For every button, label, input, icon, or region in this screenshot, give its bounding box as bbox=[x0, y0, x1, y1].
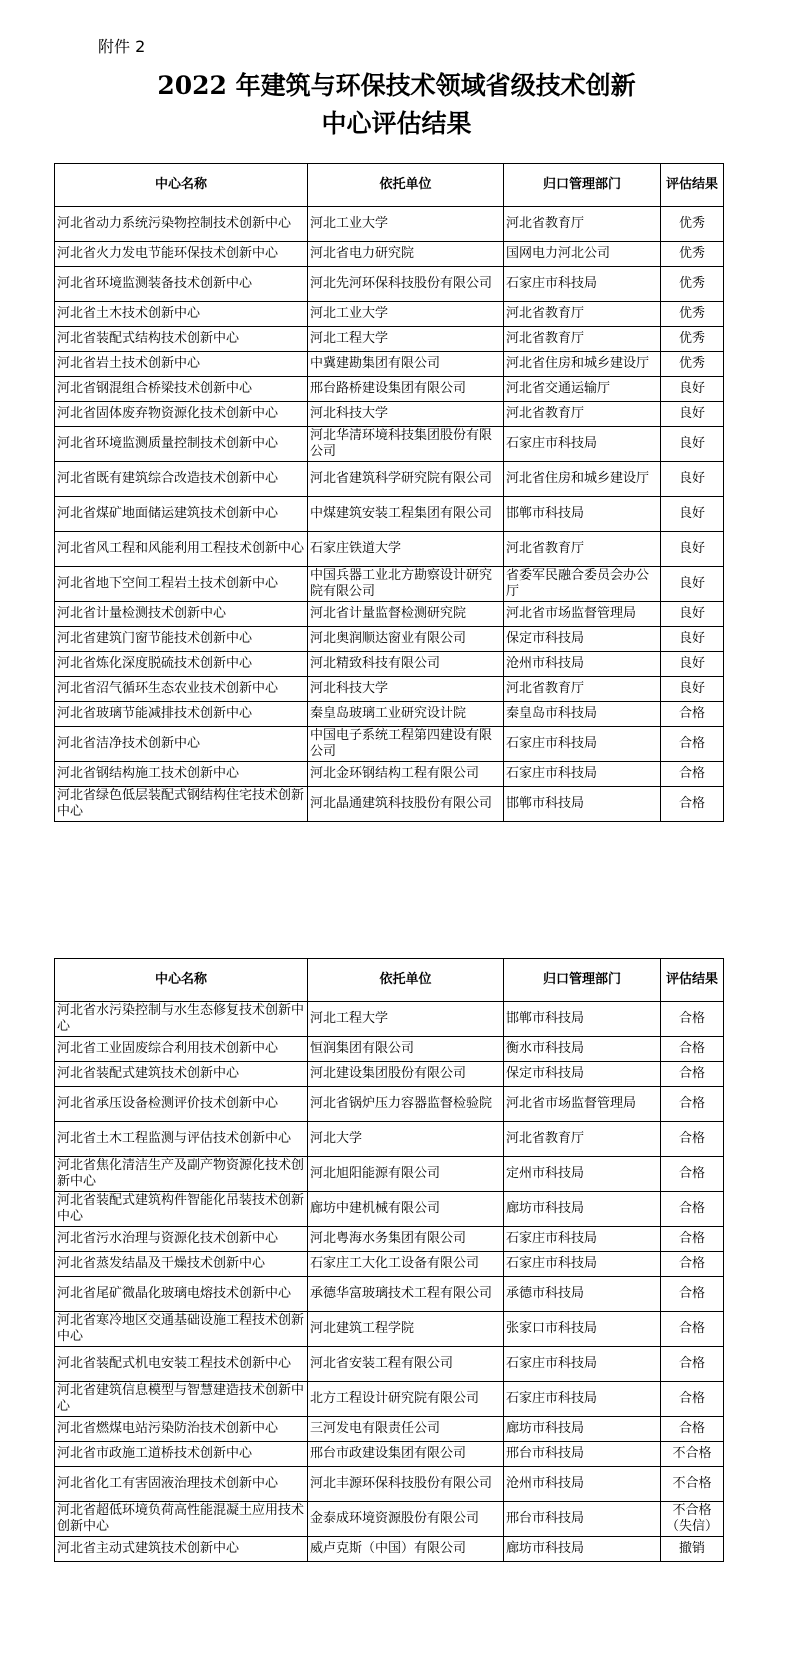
department-cell: 秦皇岛市科技局 bbox=[504, 702, 661, 727]
center-name-cell: 河北省钢结构施工技术创新中心 bbox=[55, 762, 308, 787]
table-row bbox=[55, 532, 724, 567]
table-row bbox=[55, 1417, 724, 1442]
center-name-cell: 河北省装配式结构技术创新中心 bbox=[55, 327, 308, 352]
department-cell: 河北省市场监督管理局 bbox=[504, 1087, 661, 1122]
host-unit-cell: 威卢克斯（中国）有限公司 bbox=[308, 1537, 504, 1562]
center-name-cell: 河北省炼化深度脱硫技术创新中心 bbox=[55, 652, 308, 677]
results-table-1 bbox=[54, 163, 724, 822]
department-cell: 河北省教育厅 bbox=[504, 327, 661, 352]
department-cell: 石家庄市科技局 bbox=[504, 1227, 661, 1252]
result-cell: 合格 bbox=[661, 702, 724, 727]
center-name-cell: 河北省计量检测技术创新中心 bbox=[55, 602, 308, 627]
center-name-cell: 河北省蒸发结晶及干燥技术创新中心 bbox=[55, 1252, 308, 1277]
result-cell: 良好 bbox=[661, 402, 724, 427]
result-cell: 合格 bbox=[661, 1417, 724, 1442]
result-cell: 优秀 bbox=[661, 267, 724, 302]
host-unit-cell: 中冀建勘集团有限公司 bbox=[308, 352, 504, 377]
table-row bbox=[55, 327, 724, 352]
result-cell: 合格 bbox=[661, 1002, 724, 1037]
table-row bbox=[55, 567, 724, 602]
center-name-cell: 河北省工业固废综合利用技术创新中心 bbox=[55, 1037, 308, 1062]
header-result: 评估结果 bbox=[661, 959, 724, 1002]
department-cell: 河北省教育厅 bbox=[504, 532, 661, 567]
center-name-cell: 河北省固体废弃物资源化技术创新中心 bbox=[55, 402, 308, 427]
department-cell: 石家庄市科技局 bbox=[504, 727, 661, 762]
table-row bbox=[55, 402, 724, 427]
table-row bbox=[55, 1502, 724, 1537]
document-title: 2022 年建筑与环保技术领域省级技术创新 bbox=[157, 71, 636, 100]
host-unit-cell: 河北省锅炉压力容器监督检验院 bbox=[308, 1087, 504, 1122]
result-cell: 良好 bbox=[661, 567, 724, 602]
table-row bbox=[55, 1312, 724, 1347]
host-unit-cell: 恒润集团有限公司 bbox=[308, 1037, 504, 1062]
host-unit-cell: 河北晶通建筑科技股份有限公司 bbox=[308, 787, 504, 822]
result-cell: 良好 bbox=[661, 427, 724, 462]
center-name-cell: 河北省岩土技术创新中心 bbox=[55, 352, 308, 377]
department-cell: 邢台市科技局 bbox=[504, 1442, 661, 1467]
department-cell: 省委军民融合委员会办公厅 bbox=[504, 567, 661, 602]
result-cell: 合格 bbox=[661, 1227, 724, 1252]
department-cell: 沧州市科技局 bbox=[504, 652, 661, 677]
host-unit-cell: 河北工业大学 bbox=[308, 302, 504, 327]
host-unit-cell: 河北精致科技有限公司 bbox=[308, 652, 504, 677]
host-unit-cell: 河北工程大学 bbox=[308, 1002, 504, 1037]
center-name-cell: 河北省建筑门窗节能技术创新中心 bbox=[55, 627, 308, 652]
center-name-cell: 河北省尾矿微晶化玻璃电熔技术创新中心 bbox=[55, 1277, 308, 1312]
table-row bbox=[55, 1192, 724, 1227]
host-unit-cell: 河北建设集团股份有限公司 bbox=[308, 1062, 504, 1087]
table-row bbox=[55, 627, 724, 652]
department-cell: 河北省教育厅 bbox=[504, 207, 661, 242]
host-unit-cell: 河北省建筑科学研究院有限公司 bbox=[308, 462, 504, 497]
result-cell: 合格 bbox=[661, 762, 724, 787]
attachment-label: 附件 2 bbox=[98, 37, 146, 56]
result-cell: 不合格 bbox=[661, 1467, 724, 1502]
host-unit-cell: 秦皇岛玻璃工业研究设计院 bbox=[308, 702, 504, 727]
table-row bbox=[55, 1122, 724, 1157]
host-unit-cell: 河北奥润顺达窗业有限公司 bbox=[308, 627, 504, 652]
table-row bbox=[55, 377, 724, 402]
result-cell: 合格 bbox=[661, 727, 724, 762]
table-row bbox=[55, 652, 724, 677]
table-row bbox=[55, 242, 724, 267]
result-cell: 优秀 bbox=[661, 302, 724, 327]
header-department: 归口管理部门 bbox=[504, 959, 661, 1002]
center-name-cell: 河北省市政施工道桥技术创新中心 bbox=[55, 1442, 308, 1467]
department-cell: 承德市科技局 bbox=[504, 1277, 661, 1312]
host-unit-cell: 河北省电力研究院 bbox=[308, 242, 504, 267]
host-unit-cell: 河北建筑工程学院 bbox=[308, 1312, 504, 1347]
result-cell: 良好 bbox=[661, 602, 724, 627]
table-row bbox=[55, 677, 724, 702]
host-unit-cell: 石家庄工大化工设备有限公司 bbox=[308, 1252, 504, 1277]
host-unit-cell: 河北粤海水务集团有限公司 bbox=[308, 1227, 504, 1252]
center-name-cell: 河北省装配式建筑构件智能化吊装技术创新中心 bbox=[55, 1192, 308, 1227]
department-cell: 河北省教育厅 bbox=[504, 402, 661, 427]
table-row bbox=[55, 1442, 724, 1467]
header-host-unit: 依托单位 bbox=[308, 959, 504, 1002]
department-cell: 石家庄市科技局 bbox=[504, 1252, 661, 1277]
department-cell: 河北省市场监督管理局 bbox=[504, 602, 661, 627]
table-row bbox=[55, 427, 724, 462]
host-unit-cell: 中煤建筑安装工程集团有限公司 bbox=[308, 497, 504, 532]
table-row bbox=[55, 1002, 724, 1037]
center-name-cell: 河北省沼气循环生态农业技术创新中心 bbox=[55, 677, 308, 702]
department-cell: 河北省教育厅 bbox=[504, 302, 661, 327]
table-row bbox=[55, 352, 724, 377]
result-cell: 合格 bbox=[661, 1277, 724, 1312]
center-name-cell: 河北省洁净技术创新中心 bbox=[55, 727, 308, 762]
department-cell: 河北省教育厅 bbox=[504, 1122, 661, 1157]
center-name-cell: 河北省火力发电节能环保技术创新中心 bbox=[55, 242, 308, 267]
center-name-cell: 河北省主动式建筑技术创新中心 bbox=[55, 1537, 308, 1562]
result-cell: 良好 bbox=[661, 377, 724, 402]
results-table-2 bbox=[54, 958, 724, 1562]
host-unit-cell: 中国兵器工业北方勘察设计研究院有限公司 bbox=[308, 567, 504, 602]
result-cell: 良好 bbox=[661, 652, 724, 677]
table-row bbox=[55, 1537, 724, 1562]
host-unit-cell: 河北旭阳能源有限公司 bbox=[308, 1157, 504, 1192]
center-name-cell: 河北省既有建筑综合改造技术创新中心 bbox=[55, 462, 308, 497]
result-cell: 合格 bbox=[661, 1062, 724, 1087]
department-cell: 张家口市科技局 bbox=[504, 1312, 661, 1347]
table-row bbox=[55, 462, 724, 497]
center-name-cell: 河北省超低环境负荷高性能混凝土应用技术创新中心 bbox=[55, 1502, 308, 1537]
result-cell: 良好 bbox=[661, 497, 724, 532]
host-unit-cell: 河北科技大学 bbox=[308, 402, 504, 427]
department-cell: 保定市科技局 bbox=[504, 1062, 661, 1087]
result-cell: 良好 bbox=[661, 627, 724, 652]
department-cell: 廊坊市科技局 bbox=[504, 1192, 661, 1227]
result-cell: 优秀 bbox=[661, 242, 724, 267]
table-row bbox=[55, 207, 724, 242]
department-cell: 保定市科技局 bbox=[504, 627, 661, 652]
department-cell: 邯郸市科技局 bbox=[504, 497, 661, 532]
table-row bbox=[55, 1157, 724, 1192]
table-row bbox=[55, 1467, 724, 1502]
table-header-row bbox=[55, 164, 724, 207]
result-cell: 良好 bbox=[661, 677, 724, 702]
host-unit-cell: 河北先河环保科技股份有限公司 bbox=[308, 267, 504, 302]
result-cell: 优秀 bbox=[661, 207, 724, 242]
header-host-unit: 依托单位 bbox=[308, 164, 504, 207]
host-unit-cell: 河北金环钢结构工程有限公司 bbox=[308, 762, 504, 787]
table-row bbox=[55, 727, 724, 762]
host-unit-cell: 北方工程设计研究院有限公司 bbox=[308, 1382, 504, 1417]
result-cell: 不合格（失信） bbox=[661, 1502, 724, 1537]
host-unit-cell: 河北工业大学 bbox=[308, 207, 504, 242]
center-name-cell: 河北省土木技术创新中心 bbox=[55, 302, 308, 327]
department-cell: 河北省交通运输厅 bbox=[504, 377, 661, 402]
center-name-cell: 河北省寒冷地区交通基础设施工程技术创新中心 bbox=[55, 1312, 308, 1347]
result-cell: 撤销 bbox=[661, 1537, 724, 1562]
result-cell: 良好 bbox=[661, 532, 724, 567]
host-unit-cell: 邢台路桥建设集团有限公司 bbox=[308, 377, 504, 402]
department-cell: 河北省教育厅 bbox=[504, 677, 661, 702]
center-name-cell: 河北省土木工程监测与评估技术创新中心 bbox=[55, 1122, 308, 1157]
center-name-cell: 河北省装配式机电安装工程技术创新中心 bbox=[55, 1347, 308, 1382]
department-cell: 河北省住房和城乡建设厅 bbox=[504, 352, 661, 377]
result-cell: 合格 bbox=[661, 1037, 724, 1062]
table-row bbox=[55, 602, 724, 627]
header-result: 评估结果 bbox=[661, 164, 724, 207]
table-row bbox=[55, 267, 724, 302]
host-unit-cell: 中国电子系统工程第四建设有限公司 bbox=[308, 727, 504, 762]
department-cell: 邢台市科技局 bbox=[504, 1502, 661, 1537]
table-row bbox=[55, 787, 724, 822]
table-row bbox=[55, 1347, 724, 1382]
table-row bbox=[55, 1277, 724, 1312]
department-cell: 石家庄市科技局 bbox=[504, 1382, 661, 1417]
result-cell: 合格 bbox=[661, 1122, 724, 1157]
result-cell: 合格 bbox=[661, 1382, 724, 1417]
host-unit-cell: 邢台市政建设集团有限公司 bbox=[308, 1442, 504, 1467]
center-name-cell: 河北省绿色低层装配式钢结构住宅技术创新中心 bbox=[55, 787, 308, 822]
center-name-cell: 河北省建筑信息模型与智慧建造技术创新中心 bbox=[55, 1382, 308, 1417]
table-row bbox=[55, 1062, 724, 1087]
center-name-cell: 河北省环境监测装备技术创新中心 bbox=[55, 267, 308, 302]
result-cell: 合格 bbox=[661, 1192, 724, 1227]
center-name-cell: 河北省承压设备检测评价技术创新中心 bbox=[55, 1087, 308, 1122]
table-row bbox=[55, 302, 724, 327]
department-cell: 邯郸市科技局 bbox=[504, 1002, 661, 1037]
result-cell: 合格 bbox=[661, 1087, 724, 1122]
host-unit-cell: 河北省计量监督检测研究院 bbox=[308, 602, 504, 627]
table-row bbox=[55, 1252, 724, 1277]
center-name-cell: 河北省化工有害固液治理技术创新中心 bbox=[55, 1467, 308, 1502]
result-cell: 优秀 bbox=[661, 352, 724, 377]
document-title-line2: 中心评估结果 bbox=[321, 109, 472, 138]
result-cell: 合格 bbox=[661, 1157, 724, 1192]
result-cell: 优秀 bbox=[661, 327, 724, 352]
center-name-cell: 河北省钢混组合桥梁技术创新中心 bbox=[55, 377, 308, 402]
table-row bbox=[55, 702, 724, 727]
table-row bbox=[55, 1037, 724, 1062]
header-center-name: 中心名称 bbox=[55, 959, 308, 1002]
center-name-cell: 河北省煤矿地面储运建筑技术创新中心 bbox=[55, 497, 308, 532]
result-cell: 合格 bbox=[661, 1312, 724, 1347]
department-cell: 廊坊市科技局 bbox=[504, 1537, 661, 1562]
result-cell: 合格 bbox=[661, 787, 724, 822]
host-unit-cell: 河北大学 bbox=[308, 1122, 504, 1157]
host-unit-cell: 河北工程大学 bbox=[308, 327, 504, 352]
result-cell: 合格 bbox=[661, 1347, 724, 1382]
center-name-cell: 河北省地下空间工程岩土技术创新中心 bbox=[55, 567, 308, 602]
host-unit-cell: 金泰成环境资源股份有限公司 bbox=[308, 1502, 504, 1537]
result-cell: 良好 bbox=[661, 462, 724, 497]
center-name-cell: 河北省玻璃节能减排技术创新中心 bbox=[55, 702, 308, 727]
table-row bbox=[55, 1227, 724, 1252]
center-name-cell: 河北省动力系统污染物控制技术创新中心 bbox=[55, 207, 308, 242]
table-header-row bbox=[55, 959, 724, 1002]
department-cell: 衡水市科技局 bbox=[504, 1037, 661, 1062]
center-name-cell: 河北省燃煤电站污染防治技术创新中心 bbox=[55, 1417, 308, 1442]
department-cell: 石家庄市科技局 bbox=[504, 1347, 661, 1382]
center-name-cell: 河北省水污染控制与水生态修复技术创新中心 bbox=[55, 1002, 308, 1037]
department-cell: 沧州市科技局 bbox=[504, 1467, 661, 1502]
host-unit-cell: 石家庄铁道大学 bbox=[308, 532, 504, 567]
result-cell: 不合格 bbox=[661, 1442, 724, 1467]
department-cell: 石家庄市科技局 bbox=[504, 762, 661, 787]
host-unit-cell: 河北华清环境科技集团股份有限公司 bbox=[308, 427, 504, 462]
result-cell: 合格 bbox=[661, 1252, 724, 1277]
host-unit-cell: 河北省安装工程有限公司 bbox=[308, 1347, 504, 1382]
center-name-cell: 河北省风工程和风能利用工程技术创新中心 bbox=[55, 532, 308, 567]
host-unit-cell: 河北科技大学 bbox=[308, 677, 504, 702]
department-cell: 石家庄市科技局 bbox=[504, 427, 661, 462]
host-unit-cell: 承德华富玻璃技术工程有限公司 bbox=[308, 1277, 504, 1312]
center-name-cell: 河北省污水治理与资源化技术创新中心 bbox=[55, 1227, 308, 1252]
host-unit-cell: 廊坊中建机械有限公司 bbox=[308, 1192, 504, 1227]
table-row bbox=[55, 497, 724, 532]
department-cell: 邯郸市科技局 bbox=[504, 787, 661, 822]
department-cell: 国网电力河北公司 bbox=[504, 242, 661, 267]
department-cell: 河北省住房和城乡建设厅 bbox=[504, 462, 661, 497]
host-unit-cell: 河北丰源环保科技股份有限公司 bbox=[308, 1467, 504, 1502]
center-name-cell: 河北省环境监测质量控制技术创新中心 bbox=[55, 427, 308, 462]
header-department: 归口管理部门 bbox=[504, 164, 661, 207]
header-center-name: 中心名称 bbox=[55, 164, 308, 207]
center-name-cell: 河北省装配式建筑技术创新中心 bbox=[55, 1062, 308, 1087]
center-name-cell: 河北省焦化清洁生产及副产物资源化技术创新中心 bbox=[55, 1157, 308, 1192]
host-unit-cell: 三河发电有限责任公司 bbox=[308, 1417, 504, 1442]
table-row bbox=[55, 1382, 724, 1417]
department-cell: 定州市科技局 bbox=[504, 1157, 661, 1192]
department-cell: 廊坊市科技局 bbox=[504, 1417, 661, 1442]
table-row bbox=[55, 762, 724, 787]
table-row bbox=[55, 1087, 724, 1122]
department-cell: 石家庄市科技局 bbox=[504, 267, 661, 302]
